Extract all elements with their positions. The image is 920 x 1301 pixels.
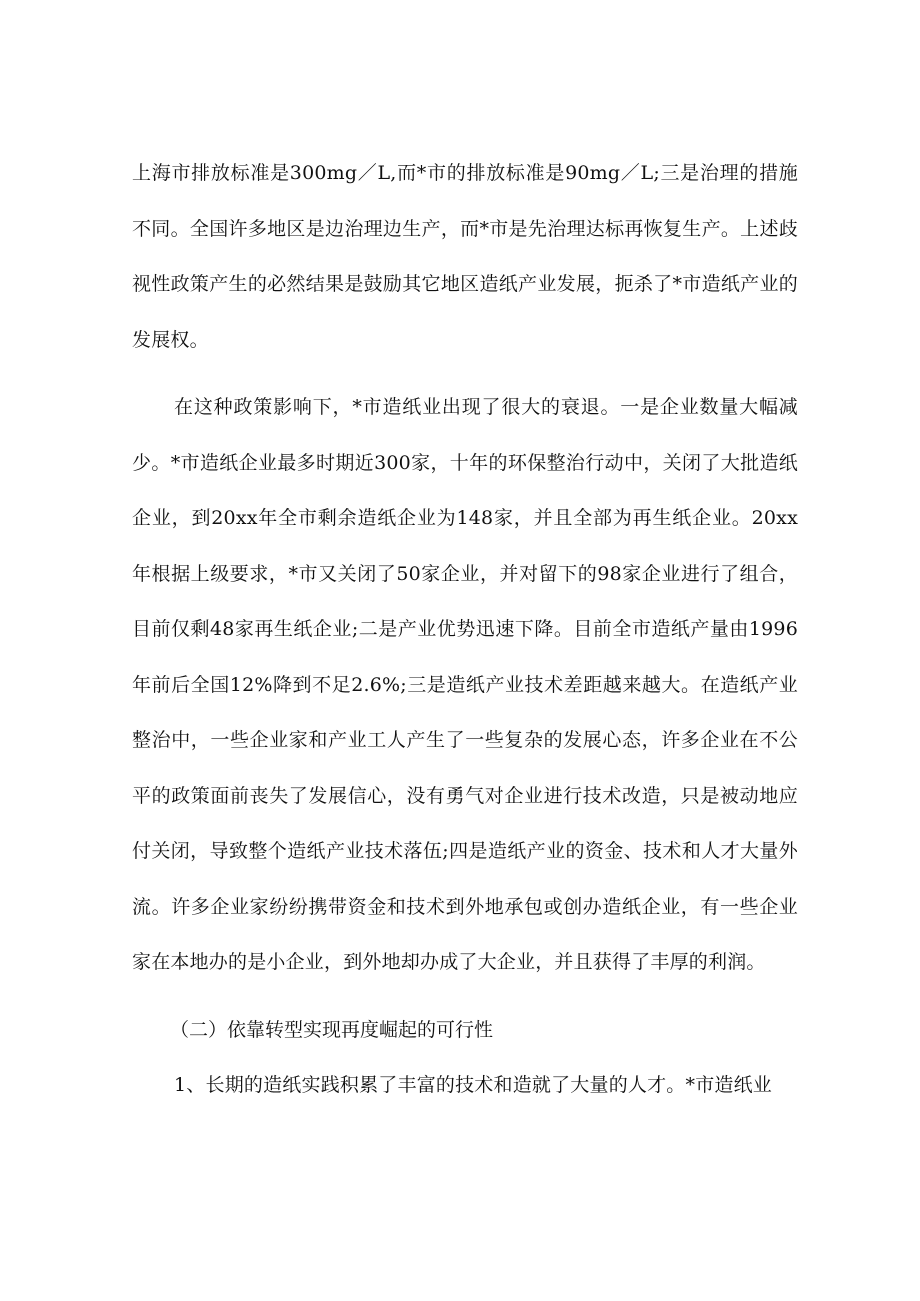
paragraph-emission-standards: 上海市排放标准是300mg／L,而*市的排放标准是90mg／L;三是治理的措施不同。全国许多地区是边治理边生产，而*市是先治理达标再恢复生产。上述歧视性政策产生的必然结果是鼓励其它地区造纸产业发展，扼杀了*市造纸产业的发展权。	[132, 162, 798, 351]
paragraph-industry-decline: 在这种政策影响下，*市造纸业出现了很大的衰退。一是企业数量大幅减少。*市造纸企业最多时期近300家，十年的环保整治行动中，关闭了大批造纸企业，到20xx年全市剩余造纸企业为148家，并且全部为再生纸企业。20xx年根据上级要求，*市又关闭了50家企业，并对留下的98家企业进行了组合，目前仅剩48家再生纸企业;二是产业优势迅速下降。目前全市造纸产量由1996年前后全国12%降到不足2.6%;三是造纸产业技术差距越来越大。在造纸产业整治中，一些企业家和产业工人产生了一些复杂的发展心态，许多企业在不公平的政策面前丧失了发展信心，没有勇气对企业进行技术改造，只是被动地应付关闭，导致整个造纸产业技术落伍;四是造纸产业的资金、技术和人才大量外流。许多企业家纷纷携带资金和技术到外地承包或创办造纸企业，有一些企业家在本地办的是小企业，到外地却办成了大企业，并且获得了丰厚的利润。	[132, 396, 798, 973]
section-heading-feasibility: （二）依靠转型实现再度崛起的可行性	[170, 1018, 494, 1041]
document-body	[132, 146, 798, 1114]
paragraph-technology-talent: 1、长期的造纸实践积累了丰富的技术和造就了大量的人才。*市造纸业	[174, 1074, 772, 1096]
